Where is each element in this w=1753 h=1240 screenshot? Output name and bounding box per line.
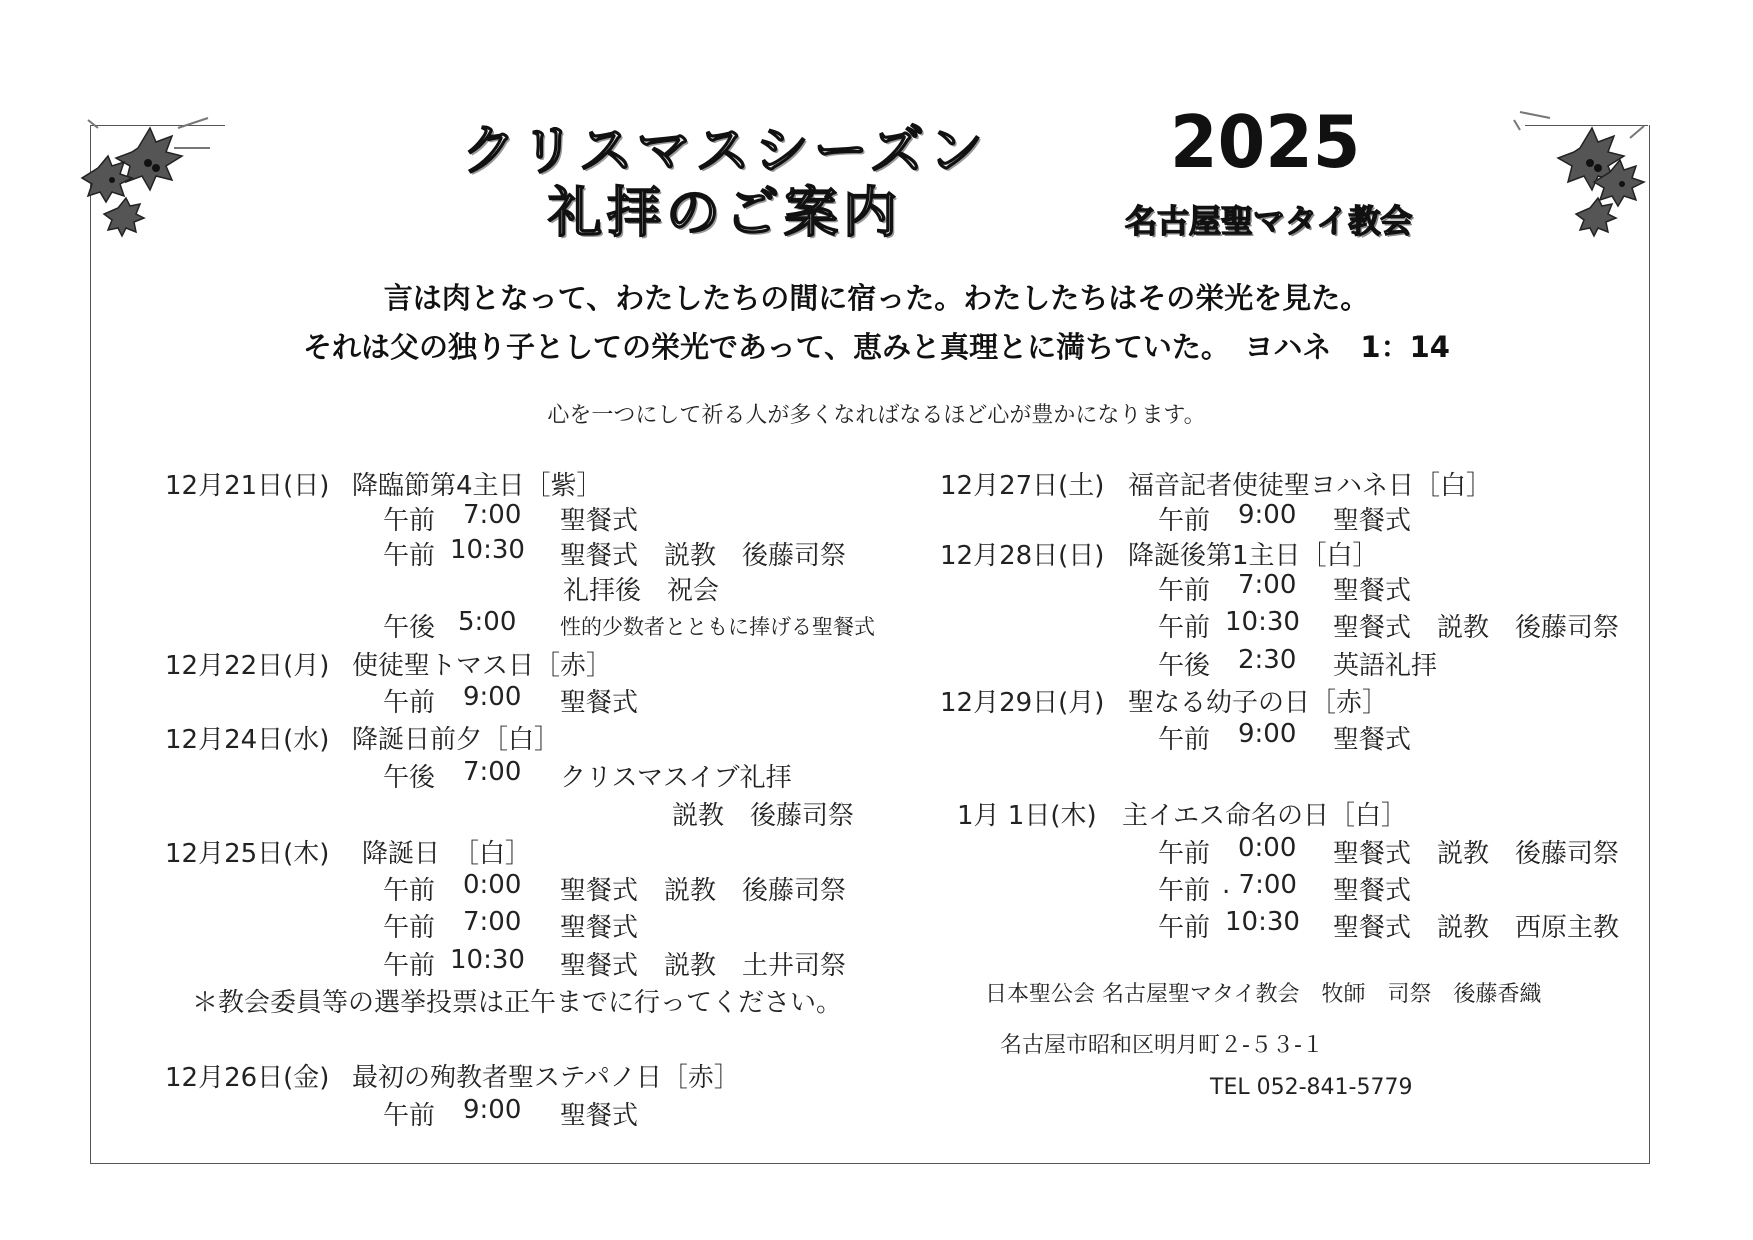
service-time: 9:00 xyxy=(1238,719,1297,749)
service-desc: 聖餐式 xyxy=(560,506,639,536)
day-name: 聖なる幼子の日［赤］ xyxy=(1128,688,1389,718)
holly-decoration-left-icon xyxy=(78,108,218,248)
day-name: 降誕後第1主日［白］ xyxy=(1128,541,1379,571)
service-desc: 聖餐式 xyxy=(1333,576,1412,606)
scripture-line-2: それは父の独り子としての栄光であって、恵みと真理とに満ちていた。 ヨハネ 1：14 xyxy=(303,330,1450,364)
day-date: 12月22日(月) xyxy=(165,651,330,681)
service-desc: 聖餐式 xyxy=(560,913,639,943)
service-time: 9:00 xyxy=(463,682,522,712)
service-ampm: 午前 xyxy=(383,951,436,981)
service-time: 10:30 xyxy=(450,535,525,565)
service-time: 10:30 xyxy=(450,945,525,975)
service-ampm: 午前 xyxy=(1158,913,1211,943)
motto-text: 心を一つにして祈る人が多くなればなるほど心が豊かになります。 xyxy=(547,403,1206,428)
service-time: 5:00 xyxy=(458,607,517,637)
service-desc: 聖餐式 xyxy=(560,688,639,718)
service-ampm: 午前 xyxy=(383,506,436,536)
service-desc: 性的少数者とともに捧げる聖餐式 xyxy=(560,615,875,639)
day-date: 12月28日(日) xyxy=(940,541,1105,571)
service-time: 7:00 xyxy=(463,757,522,787)
service-desc: 英語礼拝 xyxy=(1333,651,1438,681)
day-date: 12月26日(金) xyxy=(165,1063,330,1093)
service-ampm: 午前 xyxy=(1158,506,1211,536)
service-ampm: 午前 xyxy=(1158,839,1211,869)
page-title: クリスマスシーズン xyxy=(461,119,989,182)
service-desc: 聖餐式 xyxy=(1333,725,1412,755)
service-desc: クリスマスイブ礼拝 xyxy=(560,763,792,793)
service-desc: 聖餐式 xyxy=(560,1101,639,1131)
service-desc: 聖餐式 説教 後藤司祭 xyxy=(560,541,847,571)
day-name: 降臨節第4主日［紫］ xyxy=(352,471,603,501)
service-desc: 聖餐式 説教 西原主教 xyxy=(1333,913,1620,943)
service-desc: 聖餐式 説教 後藤司祭 xyxy=(560,876,847,906)
day-name: 降誕日 ［白］ xyxy=(362,839,532,869)
service-ampm: 午前 xyxy=(1158,576,1211,606)
service-ampm: 午前 xyxy=(1158,725,1211,755)
page-subtitle: 礼拝のご案内 xyxy=(548,181,902,244)
service-time: 7:00 xyxy=(463,907,522,937)
service-time: 0:00 xyxy=(463,870,522,900)
church-telephone: TEL 052-841-5779 xyxy=(1210,1075,1413,1100)
service-ampm: 午後 xyxy=(383,613,436,643)
day-date: 1月 1日(木) xyxy=(957,801,1097,831)
service-ampm: 午前 xyxy=(1158,876,1211,906)
service-desc: 聖餐式 xyxy=(1333,876,1412,906)
service-ampm: 午前 xyxy=(383,1101,436,1131)
service-desc: 聖餐式 xyxy=(1333,506,1412,536)
church-organization: 日本聖公会 名古屋聖マタイ教会 牧師 司祭 後藤香織 xyxy=(985,982,1542,1007)
service-ampm: 午前 xyxy=(383,541,436,571)
church-name-logo: 名古屋聖マタイ教会 xyxy=(1125,202,1413,240)
day-date: 12月21日(日) xyxy=(165,471,330,501)
day-date: 12月25日(木) xyxy=(165,839,330,869)
day-date: 12月24日(水) xyxy=(165,725,330,755)
day-name: 最初の殉教者聖ステパノ日［赤］ xyxy=(352,1063,740,1093)
service-note: 説教 後藤司祭 xyxy=(672,801,855,831)
service-ampm: 午前 xyxy=(383,688,436,718)
service-time: . 7:00 xyxy=(1222,870,1297,900)
service-desc: 聖餐式 説教 後藤司祭 xyxy=(1333,839,1620,869)
service-ampm: 午前 xyxy=(383,913,436,943)
year-label: 2025 xyxy=(1170,100,1361,184)
election-note: ＊教会委員等の選挙投票は正午までに行ってください。 xyxy=(192,988,843,1018)
day-name: 福音記者使徒聖ヨハネ日［白］ xyxy=(1128,471,1493,501)
scripture-line-1: 言は肉となって、わたしたちの間に宿った。わたしたちはその栄光を見た。 xyxy=(383,281,1370,315)
service-desc: 聖餐式 説教 後藤司祭 xyxy=(1333,613,1620,643)
service-ampm: 午後 xyxy=(383,763,436,793)
church-address: 名古屋市昭和区明月町２-５３-１ xyxy=(1000,1033,1324,1058)
service-ampm: 午前 xyxy=(383,876,436,906)
service-time: 10:30 xyxy=(1225,607,1300,637)
day-date: 12月29日(月) xyxy=(940,688,1105,718)
day-name: 使徒聖トマス日［赤］ xyxy=(352,651,613,681)
service-time: 2:30 xyxy=(1238,645,1297,675)
service-time: 0:00 xyxy=(1238,833,1297,863)
service-time: 9:00 xyxy=(1238,500,1297,530)
service-time: 9:00 xyxy=(463,1095,522,1125)
day-name: 降誕日前夕［白］ xyxy=(352,725,561,755)
day-date: 12月27日(土) xyxy=(940,471,1105,501)
service-ampm: 午後 xyxy=(1158,651,1211,681)
service-note: 礼拝後 祝会 xyxy=(563,576,720,606)
service-ampm: 午前 xyxy=(1158,613,1211,643)
holly-decoration-right-icon xyxy=(1510,108,1650,248)
service-desc: 聖餐式 説教 土井司祭 xyxy=(560,951,847,981)
service-time: 7:00 xyxy=(1238,570,1297,600)
service-time: 7:00 xyxy=(463,500,522,530)
service-time: 10:30 xyxy=(1225,907,1300,937)
day-name: 主イエス命名の日［白］ xyxy=(1122,801,1407,831)
